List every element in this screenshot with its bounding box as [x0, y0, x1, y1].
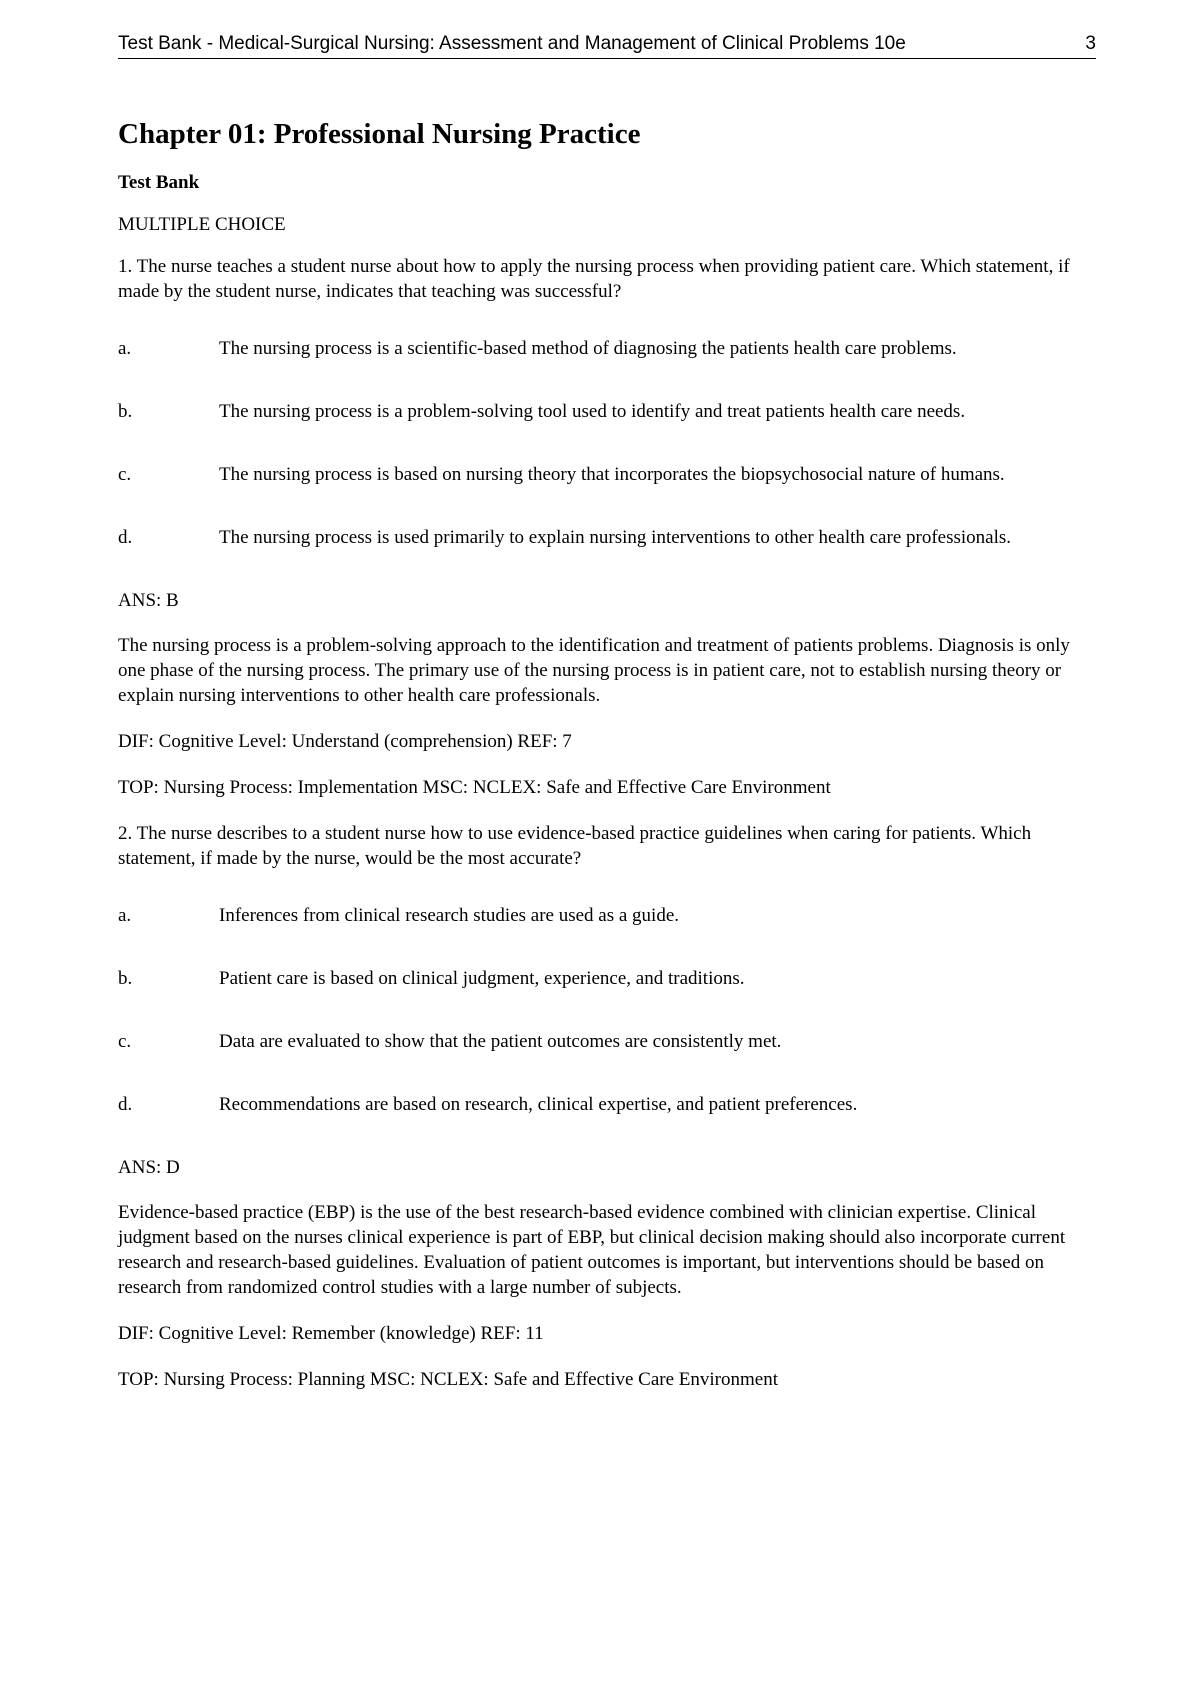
option-letter: a.	[118, 338, 132, 359]
question-text: 1. The nurse teaches a student nurse about how to apply the nursing process when providing patient care. Which statement, if made by the student nurse, indicates that teaching was successful?	[118, 256, 1070, 302]
rationale: The nursing process is a problem-solving approach to the identification and treatment of patients problems. Diagnosis is only one phase of the nursing process. The primary use of the nursing process is in patient care, not to establish nursing theory or explain nursing interventions to other health care professionals.	[118, 635, 1070, 706]
question-text: 2. The nurse describes to a student nurse how to use evidence-based practice guidelines when caring for patients. Which statement, if made by the nurse, would be the most accurate?	[118, 823, 1032, 869]
answer-key: ANS: D	[118, 1157, 180, 1178]
option-item	[118, 525, 1100, 550]
option-text: The nursing process is based on nursing theory that incorporates the biopsychosocial nature of humans.	[219, 464, 1005, 485]
header-title: Test Bank - Medical-Surgical Nursing: Assessment and Management of Clinical Problems 10e	[118, 33, 906, 54]
option-letter: c.	[118, 464, 132, 485]
page-content	[118, 116, 1100, 1392]
option-list	[118, 903, 1100, 1117]
question-2	[118, 821, 1100, 1392]
difficulty-ref: DIF: Cognitive Level: Remember (knowledge) REF: 11	[118, 1323, 544, 1344]
option-text: The nursing process is used primarily to explain nursing interventions to other health care professionals.	[219, 527, 1012, 548]
option-item	[118, 462, 1100, 487]
option-letter: d.	[118, 1094, 133, 1115]
difficulty-ref: DIF: Cognitive Level: Understand (comprehension) REF: 7	[118, 731, 572, 752]
option-item	[118, 336, 1100, 361]
option-letter: a.	[118, 905, 132, 926]
option-letter: b.	[118, 401, 133, 422]
option-text: Patient care is based on clinical judgment, experience, and traditions.	[219, 968, 745, 989]
running-header	[118, 32, 1096, 59]
option-item	[118, 399, 1100, 424]
topic-msc: TOP: Nursing Process: Planning MSC: NCLEX: Safe and Effective Care Environment	[118, 1369, 778, 1390]
rationale: Evidence-based practice (EBP) is the use of the best research-based evidence combined with clinician expertise. Clinical judgment based on the nurses clinical experience is part of EBP, but clinical decision making should also incorporate current research and research-based guidelines. Evaluation of patient outcomes is important, but interventions should be based on research from randomized control studies with a large number of subjects.	[118, 1202, 1066, 1298]
option-item	[118, 903, 1100, 928]
page-number: 3	[1085, 33, 1096, 54]
option-list	[118, 336, 1100, 550]
option-letter: c.	[118, 1031, 132, 1052]
option-letter: d.	[118, 527, 133, 548]
option-text: Recommendations are based on research, clinical expertise, and patient preferences.	[219, 1094, 858, 1115]
option-item	[118, 1092, 1100, 1117]
option-text: Inferences from clinical research studies are used as a guide.	[219, 905, 680, 926]
option-item	[118, 966, 1100, 991]
topic-msc: TOP: Nursing Process: Implementation MSC: NCLEX: Safe and Effective Care Environment	[118, 777, 831, 798]
option-letter: b.	[118, 968, 133, 989]
option-text: The nursing process is a scientific-based method of diagnosing the patients health care problems.	[219, 338, 957, 359]
section-heading: MULTIPLE CHOICE	[118, 214, 286, 235]
chapter-title: Chapter 01: Professional Nursing Practice	[118, 118, 641, 150]
option-text: Data are evaluated to show that the patient outcomes are consistently met.	[219, 1031, 782, 1052]
question-1	[118, 254, 1100, 800]
option-item	[118, 1029, 1100, 1054]
option-text: The nursing process is a problem-solving tool used to identify and treat patients health care needs.	[219, 401, 966, 422]
answer-key: ANS: B	[118, 590, 179, 611]
subtitle: Test Bank	[118, 172, 200, 193]
